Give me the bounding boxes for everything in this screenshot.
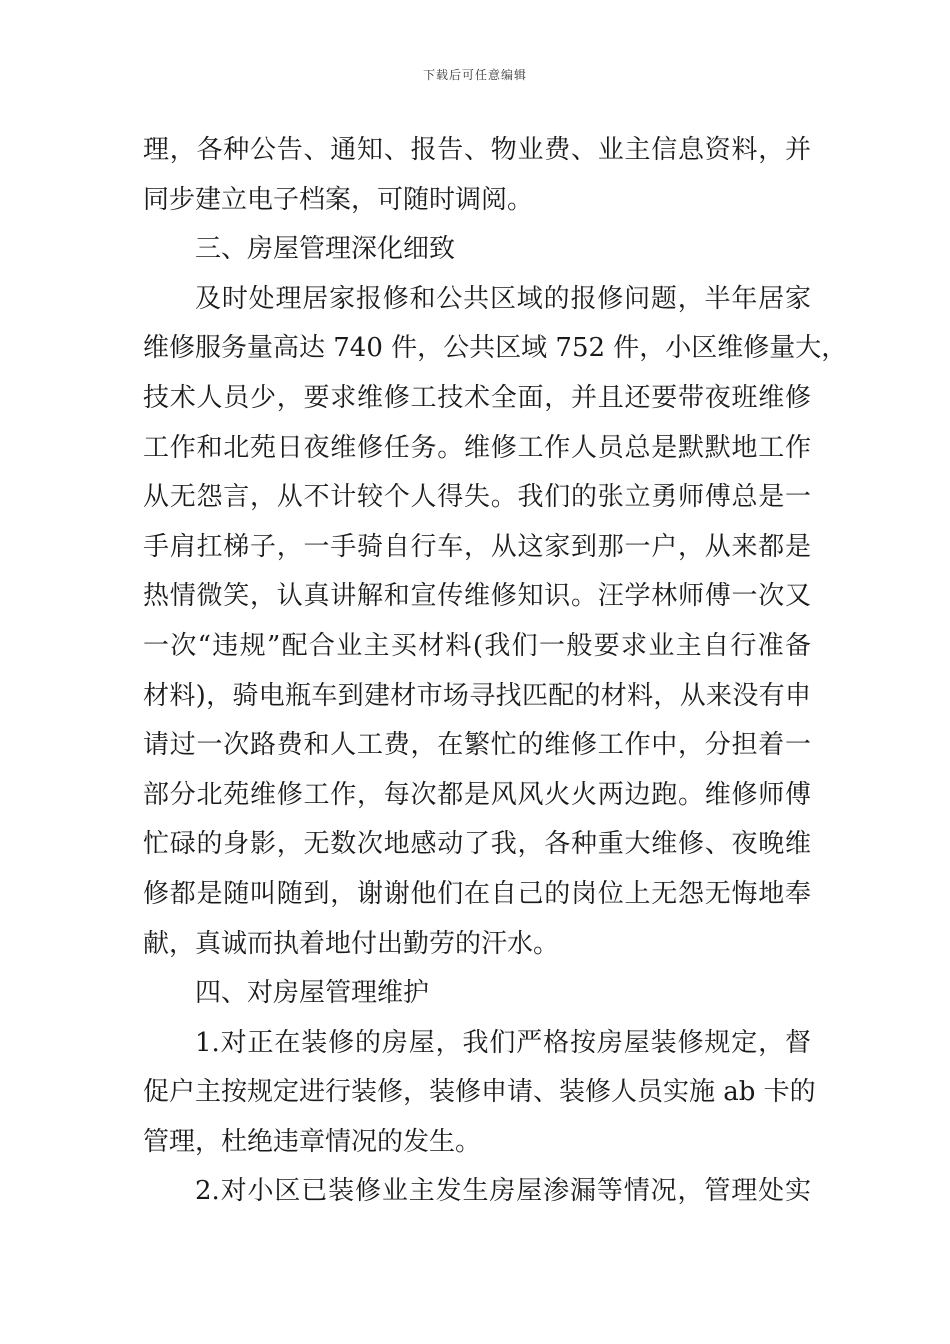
text-line: 及时处理居家报修和公共区域的报修问题，半年居家: [195, 283, 811, 314]
text-line: 请过一次路费和人工费，在繁忙的维修工作中，分担着一: [143, 730, 811, 761]
text-line: 技术人员少，要求维修工技术全面，并且还要带夜班维修: [143, 382, 811, 413]
text-line: 工作和北苑日夜维修任务。维修工作人员总是默默地工作: [143, 432, 811, 463]
text-line: 热情微笑，认真讲解和宣传维修知识。汪学林师傅一次又: [143, 581, 811, 612]
text-line: 理，各种公告、通知、报告、物业费、业主信息资料，并: [143, 135, 811, 165]
text-line: 一次“违规”配合业主买材料(我们一般要求业主自行准备: [143, 630, 811, 661]
document-body: [143, 126, 848, 1217]
text-line: 1.对正在装修的房屋，我们严格按房屋装修规定，督: [195, 1027, 811, 1058]
text-line: 修都是随叫随到，谢谢他们在自己的岗位上无怨无悔地奉: [143, 878, 811, 909]
text-line: 从无怨言，从不计较个人得失。我们的张立勇师傅总是一: [143, 482, 811, 513]
text-line: 维修服务量高达 740 件，公共区域 752 件，小区维修量大，: [143, 333, 848, 364]
text-line: 促户主按规定进行装修，装修申请、装修人员实施 ab 卡的: [143, 1077, 816, 1108]
text-line: 材料)，骑电瓶车到建材市场寻找匹配的材料，从来没有申: [143, 680, 811, 711]
text-line: 忙碌的身影，无数次地感动了我，各种重大维修、夜晚维: [143, 829, 811, 860]
page-header: 下载后可任意编辑: [422, 68, 527, 82]
text-line: 三、房屋管理深化细致: [195, 234, 456, 265]
text-line: 管理，杜绝违章情况的发生。: [143, 1126, 482, 1157]
text-line: 同步建立电子档案，可随时调阅。: [143, 184, 534, 215]
text-line: 2.对小区已装修业主发生房屋渗漏等情况，管理处实: [195, 1176, 811, 1207]
text-line: 四、对房屋管理维护: [195, 978, 430, 1009]
text-line: 手肩扛梯子，一手骑自行车，从这家到那一户，从来都是: [143, 531, 811, 562]
text-line: 献，真诚而执着地付出勤劳的汗水。: [143, 928, 560, 959]
text-line: 部分北苑维修工作，每次都是风风火火两边跑。维修师傅: [143, 779, 811, 810]
